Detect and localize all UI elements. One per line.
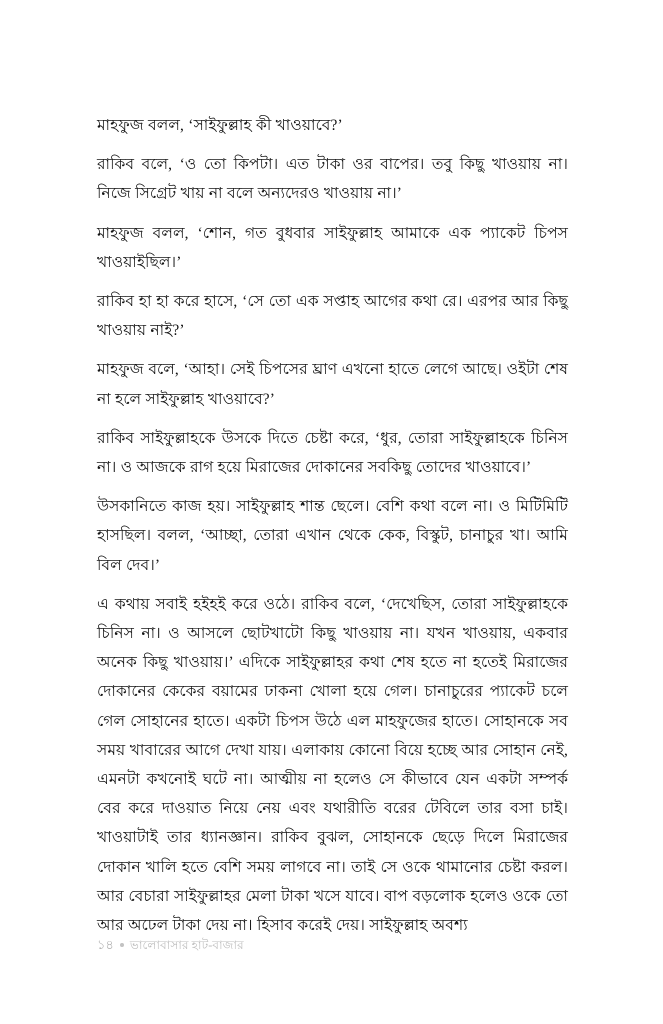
page-text-block xyxy=(97,111,568,940)
paragraph: মাহফুজ বলল, ‘শোন, গত বুধবার সাইফুল্লাহ আমাকে এক প্যাকেট চিপস খাওয়াইছিল।’ xyxy=(97,224,568,271)
paragraph: এ কথায় সবাই হইহই করে ওঠে। রাকিব বলে, ‘দেখেছিস, তোরা সাইফুল্লাহকে চিনিস না। ও আসলে ছোটখাটো কিছু খাওয়ায় না। যখন খাওয়ায়, একবার অনেক কিছু খাওয়ায়।’ এদিকে সাইফুল্লাহর কথা শেষ হতে না হতেই মিরাজের দোকানের কেকের বয়ামের ঢাকনা খোলা হয়ে গেল। চানাচুরের প্যাকেট চলে গেল সোহানের হাতে। একটা চিপস উঠে এল মাহফুজের হাতে। সোহানকে সব সময় খাবারের আগে দেখা যায়। এলাকায় কোনো বিয়ে হচ্ছে আর সোহান নেই, এমনটা কখনোই ঘটে না। আত্মীয় না হলেও সে কীভাবে যেন একটা সম্পর্ক বের করে দাওয়াত নিয়ে নেয় এবং যথারীতি বরের টেবিলে তার বসা চাই। খাওয়াটাই তার ধ্যানজ্ঞান। রাকিব বুঝল, সোহানকে ছেড়ে দিলে মিরাজের দোকান খালি হতে বেশি সময় লাগবে না। তাই সে ওকে থামানোর চেষ্টা করল। আর বেচারা সাইফুল্লাহর মেলা টাকা খসে যাবে। বাপ বড়লোক হলেও ওকে তো আর অঢেল টাকা দেয় না। হিসাব করেই দেয়। সাইফুল্লাহ অবশ্য xyxy=(97,595,568,935)
bullet-separator-icon xyxy=(120,943,124,947)
paragraph: মাহফুজ বলল, ‘সাইফুল্লাহ কী খাওয়াবে?’ xyxy=(97,117,343,134)
paragraph: রাকিব হা হা করে হাসে, ‘সে তো এক সপ্তাহ আগের কথা রে। এরপর আর কিছু খাওয়ায় নাই?’ xyxy=(97,293,568,340)
paragraph: রাকিব বলে, ‘ও তো কিপটা। এত টাকা ওর বাপের। তবু কিছু খাওয়ায় না। নিজে সিগ্রেট খায় না বলে অন্যদেরও খাওয়ায় না।’ xyxy=(97,156,568,203)
page-footer xyxy=(97,937,244,953)
paragraph: রাকিব সাইফুল্লাহকে উসকে দিতে চেষ্টা করে, ‘ধুর, তোরা সাইফুল্লাহকে চিনিস না। ও আজকে রাগ হয়ে মিরাজের দোকানের সবকিছু তোদের খাওয়াবে।’ xyxy=(97,429,568,477)
paragraph: উসকানিতে কাজ হয়। সাইফুল্লাহ শান্ত ছেলে। বেশি কথা বলে না। ও মিটিমিটি হাসছিল। বলল, ‘আচ্ছা, তোরা এখান থেকে কেক, বিস্কুট, চানাচুর খা। আমি বিল দেব।’ xyxy=(97,498,568,574)
running-book-title: ভালোবাসার হাট-বাজার xyxy=(129,938,244,952)
paragraph: মাহফুজ বলে, ‘আহা। সেই চিপসের ঘ্রাণ এখনো হাতে লেগে আছে। ওইটা শেষ না হলে সাইফুল্লাহ খাওয়াবে?’ xyxy=(97,361,568,408)
page-number: ১৪ xyxy=(97,937,114,952)
